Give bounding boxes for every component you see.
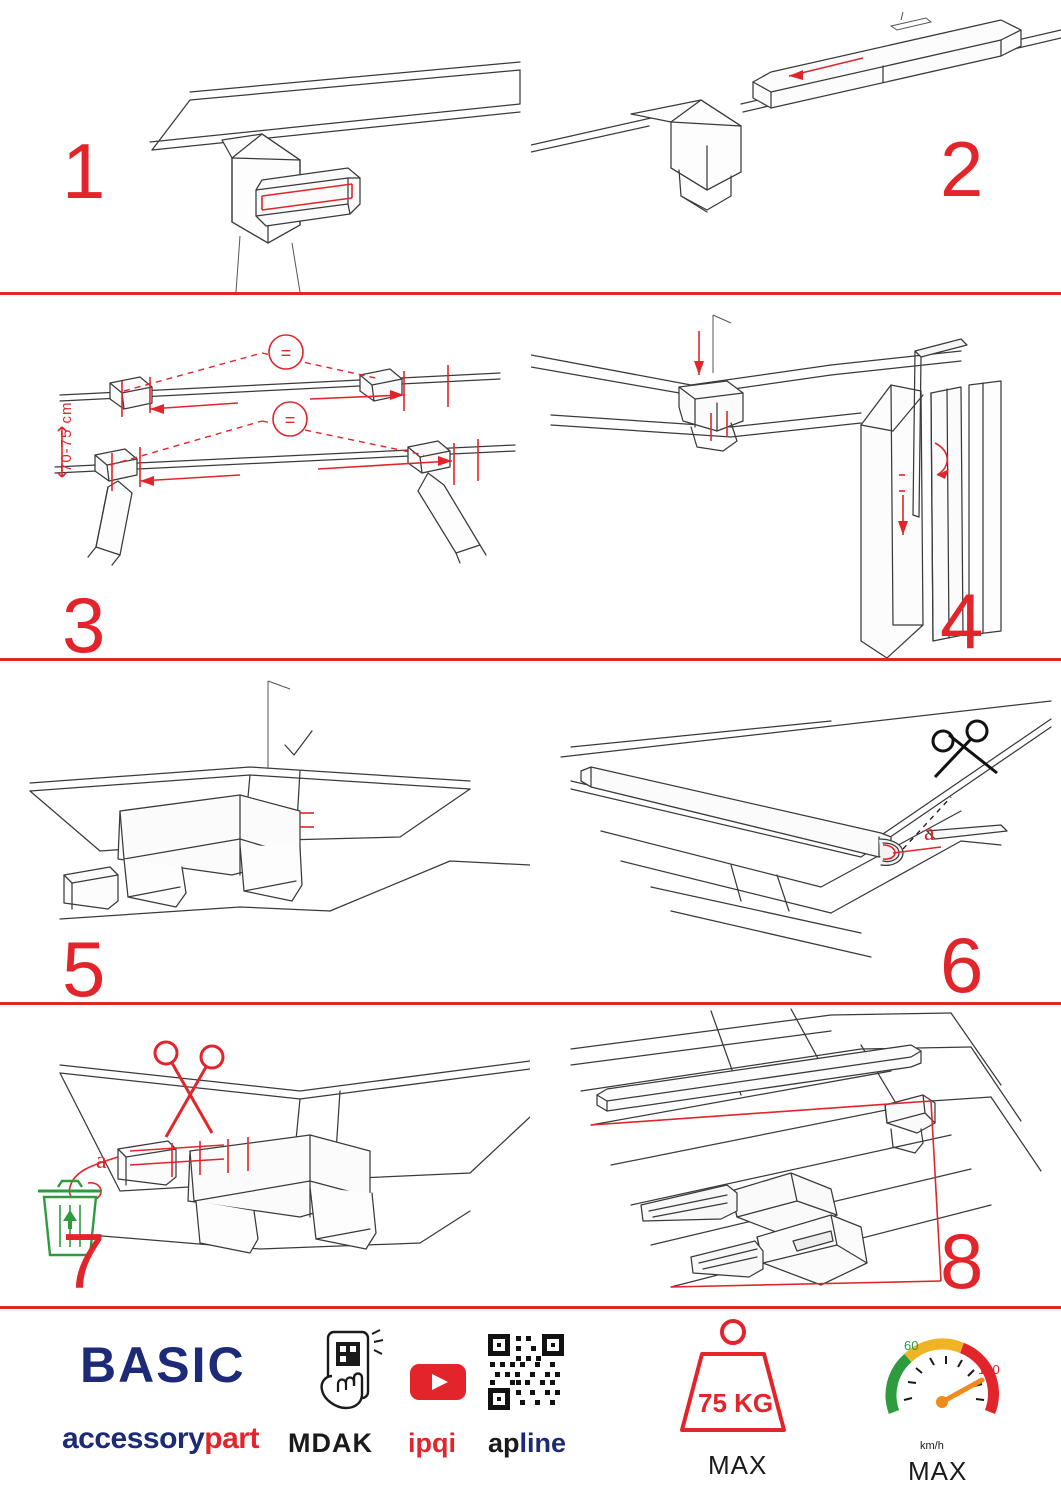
step-8-illustration — [531, 1005, 1061, 1306]
step-number-1: 1 — [62, 127, 104, 215]
mdak-wordmark: MDAK — [288, 1428, 373, 1458]
step-number-4: 4 — [940, 577, 982, 665]
step-number-7: 7 — [62, 1217, 104, 1305]
step-number-8: 8 — [940, 1217, 982, 1305]
svg-text:60: 60 — [904, 1338, 919, 1353]
speedometer-icon — [878, 1320, 1008, 1440]
speed-unit-label: km/h — [920, 1440, 944, 1452]
accessorypart-wordmark — [62, 1422, 259, 1456]
svg-text:=: = — [280, 343, 292, 363]
scissors-icon — [933, 721, 997, 777]
step-2-illustration — [531, 0, 1061, 292]
cut-label-a-step7: a — [96, 1148, 107, 1174]
step-4-illustration — [531, 295, 1061, 665]
step-number-2: 2 — [940, 125, 982, 213]
weight-max-label: MAX — [708, 1450, 768, 1480]
divider-rule-4 — [0, 1306, 1061, 1309]
accessorypart-first: accessory — [62, 1422, 205, 1455]
youtube-icon[interactable] — [408, 1360, 468, 1404]
step-number-6: 6 — [940, 921, 982, 1009]
weight-icon — [668, 1318, 798, 1438]
basic-wordmark: BASIC — [80, 1337, 246, 1393]
accessorypart-second: part — [204, 1422, 259, 1455]
bar-spacing-label: 70-75 cm — [58, 401, 75, 472]
apline-wordmark — [488, 1428, 566, 1459]
cut-label-a-step6: a — [924, 820, 935, 846]
phone-qr-icon — [310, 1328, 400, 1418]
weight-value: 75 KG — [698, 1388, 774, 1418]
step-6-illustration — [531, 661, 1061, 1009]
ipqi-wordmark: ipqi — [408, 1428, 456, 1458]
apline-second: line — [519, 1428, 567, 1458]
speed-max-label: MAX — [908, 1456, 968, 1486]
apline-first: ap — [488, 1428, 520, 1458]
qr-code-icon[interactable] — [486, 1332, 566, 1412]
svg-text:=: = — [284, 410, 296, 430]
step-number-3: 3 — [62, 581, 104, 669]
svg-text:120: 120 — [978, 1362, 1000, 1377]
step-number-5: 5 — [62, 925, 104, 1013]
footer-branding — [0, 1310, 1061, 1500]
